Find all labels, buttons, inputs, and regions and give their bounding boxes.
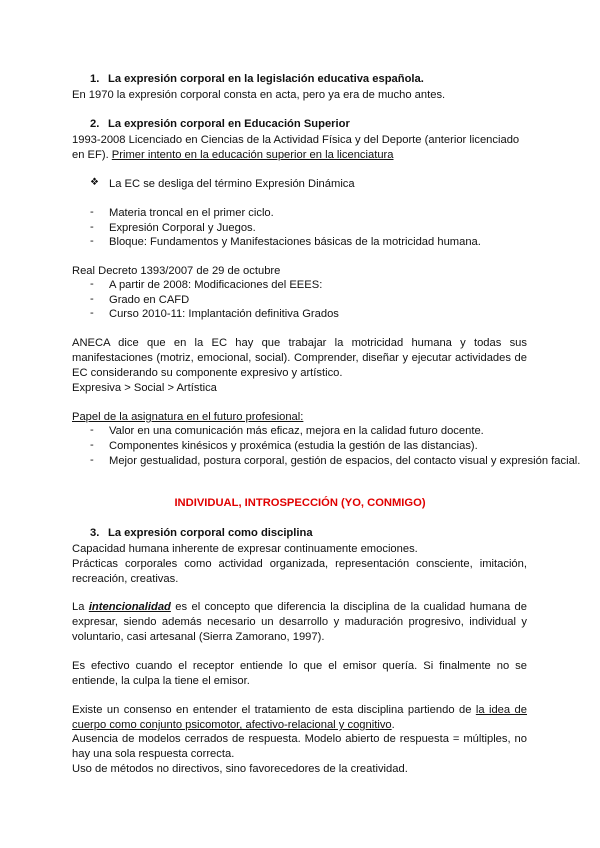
intencionalidad-term: intencionalidad bbox=[88, 601, 171, 613]
section-3-number: 3. bbox=[90, 527, 100, 539]
list-item: Valor en una comunicación más eficaz, mejora en la calidad futuro docente. bbox=[109, 425, 484, 437]
banner-heading: INDIVIDUAL, INTROSPECCIÓN (YO, CONMIGO) bbox=[174, 497, 426, 509]
intenc-post: es el concepto que diferencia la disciplina de la cualidad humana de expresar, siendo además necesario un desarrollo y maduración progresivo, individual y voluntario, casi artesanal (Sierra Zamorano, 1997). bbox=[72, 601, 527, 643]
consenso-pre: Existe un consenso en entender el tratamiento de esta disciplina partiendo de bbox=[72, 704, 476, 716]
uso-line: Uso de métodos no directivos, sino favorecedores de la creatividad. bbox=[72, 763, 408, 775]
list-item: A partir de 2008: Modificaciones del EEES: bbox=[109, 279, 323, 291]
efectivo-paragraph: Es efectivo cuando el receptor entiende lo que el emisor quería. Si finalmente no se entiende, la culpa la tiene el emisor. bbox=[72, 660, 527, 687]
dash-bullet-icon: - bbox=[90, 278, 94, 290]
section-2-line2 bbox=[72, 148, 394, 162]
dash-bullet-icon: - bbox=[90, 293, 94, 305]
dash-bullet-icon: - bbox=[90, 206, 94, 218]
consenso-underlined: la idea de cuerpo como conjunto psicomotor, afectivo-relacional y cognitivo bbox=[72, 704, 527, 731]
consenso-post: . bbox=[391, 719, 395, 731]
list-item: Materia troncal en el primer ciclo. bbox=[109, 207, 274, 219]
dash-bullet-icon: - bbox=[90, 307, 94, 319]
intenc-pre: La bbox=[72, 601, 89, 613]
section-3-title: La expresión corporal como disciplina bbox=[108, 527, 313, 539]
practicas-paragraph: Prácticas corporales como actividad organizada, representación consciente, imitación, recreación, creativas. bbox=[72, 558, 527, 585]
list-item: Mejor gestualidad, postura corporal, gestión de espacios, del contacto visual y expresión facial. bbox=[109, 455, 581, 467]
list-item: Componentes kinésicos y proxémica (estudia la gestión de las distancias). bbox=[109, 440, 478, 452]
section-2-title: La expresión corporal en Educación Superior bbox=[108, 118, 350, 130]
dash-bullet-icon: - bbox=[90, 439, 94, 451]
section-3-heading bbox=[90, 526, 313, 540]
dash-bullet-icon: - bbox=[90, 221, 94, 233]
aneca-paragraph: ANECA dice que en la EC hay que trabajar la motricidad humana y todas sus manifestaciones (motriz, emocional, social). Comprender, diseñar y ejecutar actividades de EC considerando su componente expresivo y artístico. bbox=[72, 337, 527, 379]
expresiva-line: Expresiva > Social > Artística bbox=[72, 382, 217, 394]
section-2-heading bbox=[90, 117, 350, 131]
decree-line: Real Decreto 1393/2007 de 29 de octubre bbox=[72, 265, 281, 277]
consenso-paragraph bbox=[72, 703, 527, 733]
section-2-number: 2. bbox=[90, 118, 100, 130]
section-1-title: La expresión corporal en la legislación educativa española. bbox=[108, 73, 424, 85]
section-1-text: En 1970 la expresión corporal consta en acta, pero ya era de mucho antes. bbox=[72, 89, 446, 101]
diamond-bullet-icon: ❖ bbox=[90, 177, 99, 188]
dash-bullet-icon: - bbox=[90, 454, 94, 466]
section-2-line2-underlined: Primer intento en la educación superior en la licenciatura bbox=[111, 149, 394, 161]
papel-title: Papel de la asignatura en el futuro profesional: bbox=[72, 411, 304, 423]
section-2-line2-plain: en EF). bbox=[72, 149, 112, 161]
list-item: Expresión Corporal y Juegos. bbox=[109, 222, 256, 234]
list-item: Grado en CAFD bbox=[109, 294, 190, 306]
dash-bullet-icon: - bbox=[90, 235, 94, 247]
diamond-item: La EC se desliga del término Expresión Dinámica bbox=[109, 178, 355, 190]
list-item: Curso 2010-11: Implantación definitiva Grados bbox=[109, 308, 339, 320]
section-2-line1: 1993-2008 Licenciado en Ciencias de la Actividad Física y del Deporte (anterior licenciado bbox=[72, 134, 520, 146]
intencionalidad-paragraph bbox=[72, 600, 527, 645]
ausencia-paragraph: Ausencia de modelos cerrados de respuesta. Modelo abierto de respuesta = múltiples, no hay una sola respuesta correcta. bbox=[72, 733, 527, 760]
section-1-heading bbox=[90, 72, 424, 86]
section-3-line1: Capacidad humana inherente de expresar continuamente emociones. bbox=[72, 543, 418, 555]
section-1-number: 1. bbox=[90, 73, 100, 85]
dash-bullet-icon: - bbox=[90, 424, 94, 436]
list-item: Bloque: Fundamentos y Manifestaciones básicas de la motricidad humana. bbox=[109, 236, 481, 248]
